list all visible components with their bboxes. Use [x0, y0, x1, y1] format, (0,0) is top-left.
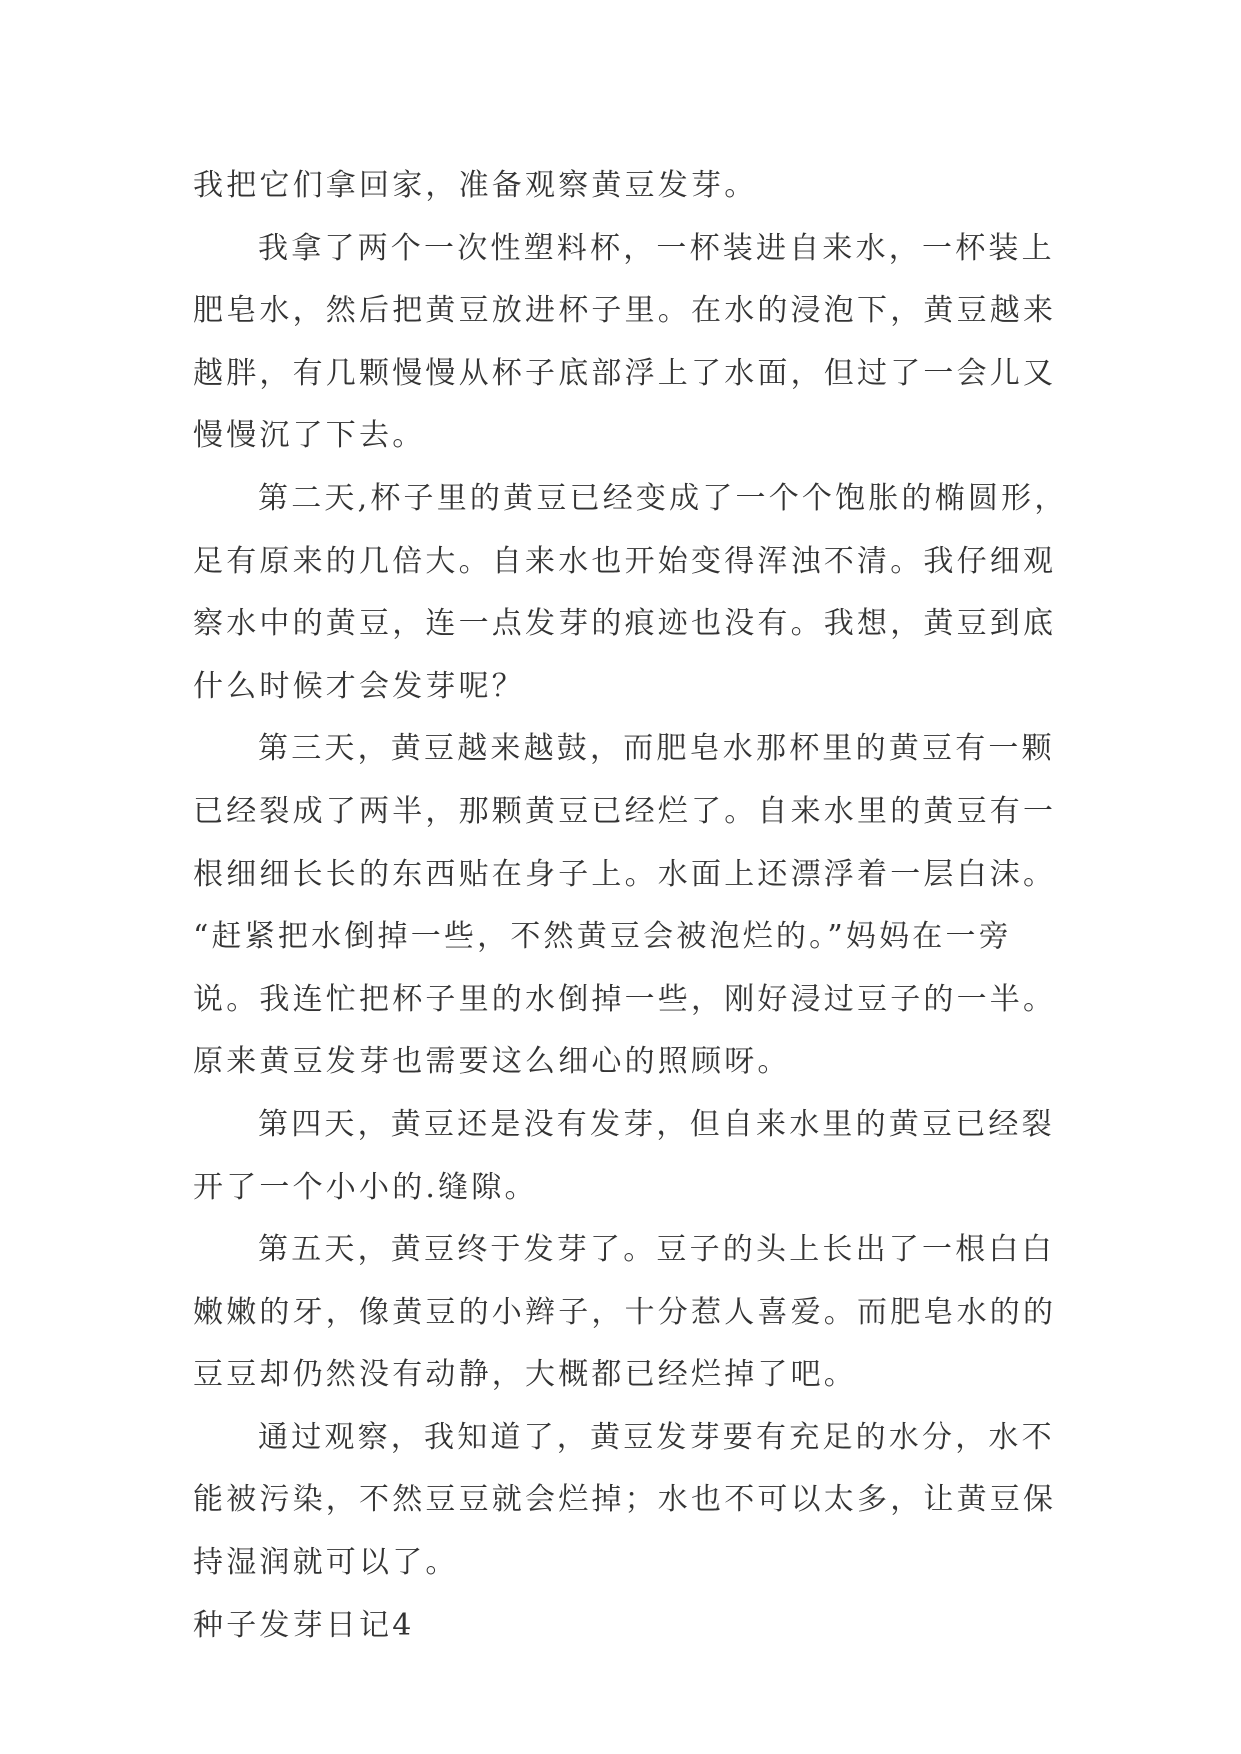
paragraph-start-line: 第二天,杯子里的黄豆已经变成了一个个饱胀的椭圆形， — [258, 480, 1068, 516]
text-line: 已经裂成了两半，那颗黄豆已经烂了。自来水里的黄豆有一 — [193, 793, 1057, 829]
text-line: “赶紧把水倒掉一些，不然黄豆会被泡烂的。”妈妈在一旁 — [193, 919, 1012, 955]
text-line: 察水中的黄豆，连一点发芽的痕迹也没有。我想，黄豆到底 — [193, 606, 1057, 642]
text-line: 持湿润就可以了。 — [193, 1545, 459, 1581]
text-line: 肥皂水，然后把黄豆放进杯子里。在水的浸泡下，黄豆越来 — [193, 293, 1057, 329]
text-line: 我把它们拿回家，准备观察黄豆发芽。 — [193, 168, 758, 203]
text-line: 原来黄豆发芽也需要这么细心的照顾呀。 — [193, 1044, 791, 1080]
paragraph-start-line: 通过观察，我知道了，黄豆发芽要有充足的水分，水不 — [258, 1419, 1055, 1455]
text-line: 越胖，有几颗慢慢从杯子底部浮上了水面，但过了一会儿又 — [193, 355, 1057, 391]
text-line: 什么时候才会发芽呢？ — [193, 668, 525, 704]
paragraph-start-line: 第四天，黄豆还是没有发芽，但自来水里的黄豆已经裂 — [258, 1106, 1055, 1142]
text-line: 说。我连忙把杯子里的水倒掉一些，刚好浸过豆子的一半。 — [193, 981, 1057, 1017]
paragraph-start-line: 第三天，黄豆越来越鼓，而肥皂水那杯里的黄豆有一颗 — [258, 731, 1055, 767]
text-line: 能被污染，不然豆豆就会烂掉；水也不可以太多，让黄豆保 — [193, 1482, 1057, 1518]
section-heading: 种子发芽日记4 — [193, 1607, 415, 1643]
text-line: 嫩嫩的牙，像黄豆的小辫子，十分惹人喜爱。而肥皂水的的 — [193, 1294, 1057, 1330]
text-line: 根细细长长的东西贴在身子上。水面上还漂浮着一层白沫。 — [193, 856, 1057, 892]
text-line: 豆豆却仍然没有动静，大概都已经烂掉了吧。 — [193, 1357, 857, 1393]
text-line: 足有原来的几倍大。自来水也开始变得浑浊不清。我仔细观 — [193, 543, 1057, 579]
text-line: 慢慢沉了下去。 — [193, 418, 426, 454]
paragraph-start-line: 我拿了两个一次性塑料杯，一杯装进自来水，一杯装上 — [258, 230, 1055, 266]
paragraph-start-line: 第五天，黄豆终于发芽了。豆子的头上长出了一根白白 — [258, 1232, 1055, 1268]
document-body — [193, 155, 1068, 1657]
text-line: 开了一个小小的.缝隙。 — [193, 1169, 538, 1205]
